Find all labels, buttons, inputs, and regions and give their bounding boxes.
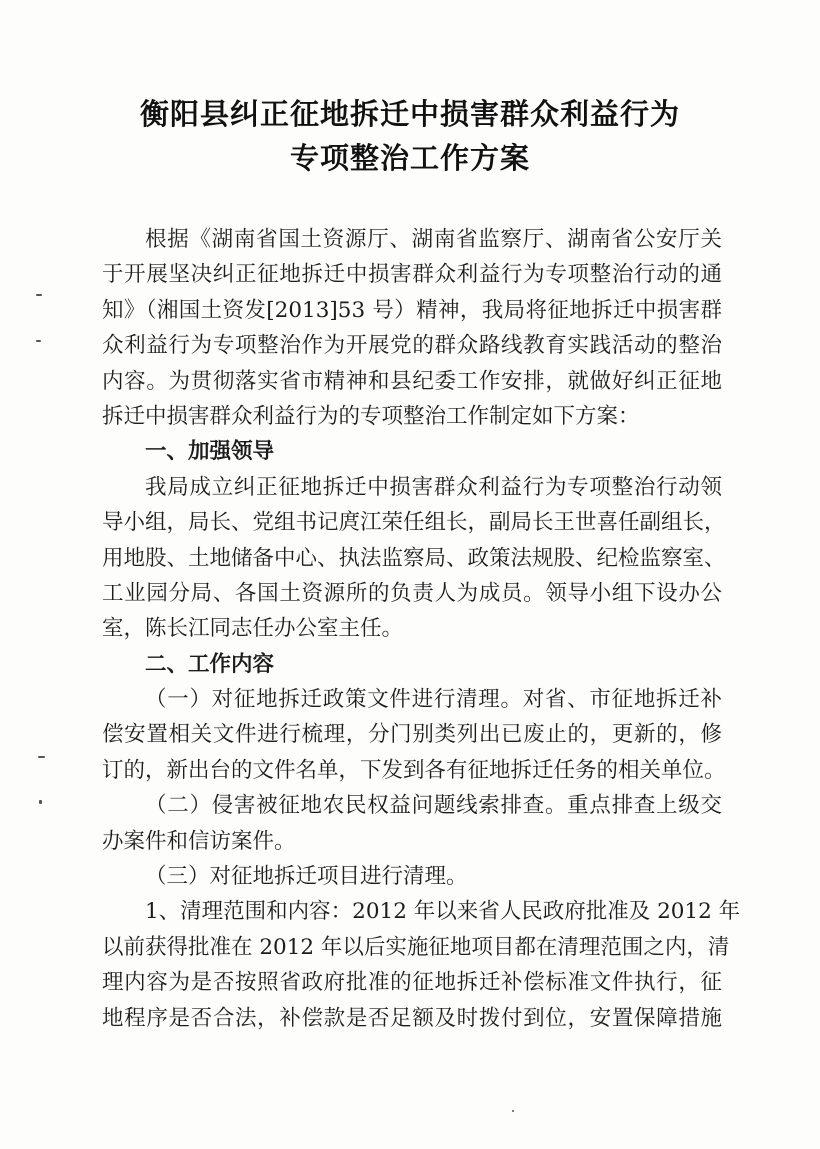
paragraph-line: 以前获得批准在 2012 年以后实施征地项目都在清理范围之内，清 — [102, 934, 730, 960]
paragraph-line: 导小组，局长、党组书记庹江荣任组长，副局长王世喜任副组长， — [102, 510, 726, 536]
paragraph-line: 拆迁中损害群众利益行为的专项整治工作制定如下方案： — [102, 403, 640, 429]
paragraph-line: 用地股、土地储备中心、执法监察局、政策法规股、纪检监察室、 — [102, 545, 726, 571]
paragraph — [102, 788, 722, 859]
paragraph — [102, 859, 722, 894]
paragraph-line: 1、清理范围和内容：2012 年以来省人民政府批准及 2012 年 — [145, 899, 741, 925]
paragraph-line: （二）侵害被征地农民权益问题线索排查。重点排查上级交 — [145, 793, 722, 819]
document-body — [102, 222, 741, 1036]
paragraph-line: 偿安置相关文件进行梳理，分门别类列出已废止的，更新的，修 — [102, 722, 722, 748]
scan-mark — [38, 756, 45, 758]
paragraph-line: 我局成立纠正征地拆迁中损害群众利益行为专项整治行动领 — [145, 474, 722, 500]
paragraph-line: 地程序是否合法，补偿款是否足额及时拨付到位，安置保障措施 — [102, 1005, 722, 1031]
paragraph-line: 工业园分局、各国土资源所的负责人为成员。领导小组下设办公 — [102, 580, 722, 606]
paragraph-line: （一）对征地拆迁政策文件进行清理。对省、市征地拆迁补 — [145, 687, 722, 713]
section-heading-text: 二、工作内容 — [145, 651, 275, 677]
paragraph-line: 知》（湘国土资发[2013]53 号）精神，我局将征地拆迁中损害群 — [102, 297, 722, 323]
paragraph-line: 根据《湖南省国土资源厅、湖南省监察厅、湖南省公安厅关 — [145, 227, 722, 252]
scan-mark — [36, 294, 42, 296]
section-heading — [102, 434, 722, 469]
section-heading — [102, 647, 722, 682]
paragraph-line: 办案件和信访案件。 — [102, 828, 296, 854]
title-line-1: 衡阳县纠正征地拆迁中损害群众利益行为 — [139, 97, 680, 131]
scan-mark — [36, 340, 41, 342]
paragraph-line: 订的，新出台的文件名单，下发到各有征地拆迁任务的相关单位。 — [102, 757, 726, 783]
paragraph — [102, 470, 726, 647]
scan-mark — [39, 800, 42, 804]
document-title — [0, 92, 820, 180]
title-line-2: 专项整治工作方案 — [289, 141, 530, 175]
section-heading-text: 一、加强领导 — [145, 439, 275, 465]
paragraph — [102, 682, 726, 788]
paragraph-line: 理内容为是否按照省政府批准的征地拆迁补偿标准文件执行，征 — [102, 970, 722, 996]
scan-mark — [512, 1110, 514, 1112]
paragraph — [102, 894, 741, 1036]
paragraph-line: 众利益行为专项整治作为开展党的群众路线教育实践活动的整治 — [102, 333, 722, 359]
paragraph — [102, 222, 722, 434]
paragraph-line: 于开展坚决纠正征地拆迁中损害群众利益行为专项整治行动的通 — [102, 262, 722, 288]
paragraph-line: 内容。为贯彻落实省市精神和县纪委工作安排，就做好纠正征地 — [102, 368, 722, 394]
paragraph-line: （三）对征地拆迁项目进行清理。 — [145, 864, 468, 890]
paragraph-line: 室，陈长江同志任办公室主任。 — [102, 616, 404, 642]
